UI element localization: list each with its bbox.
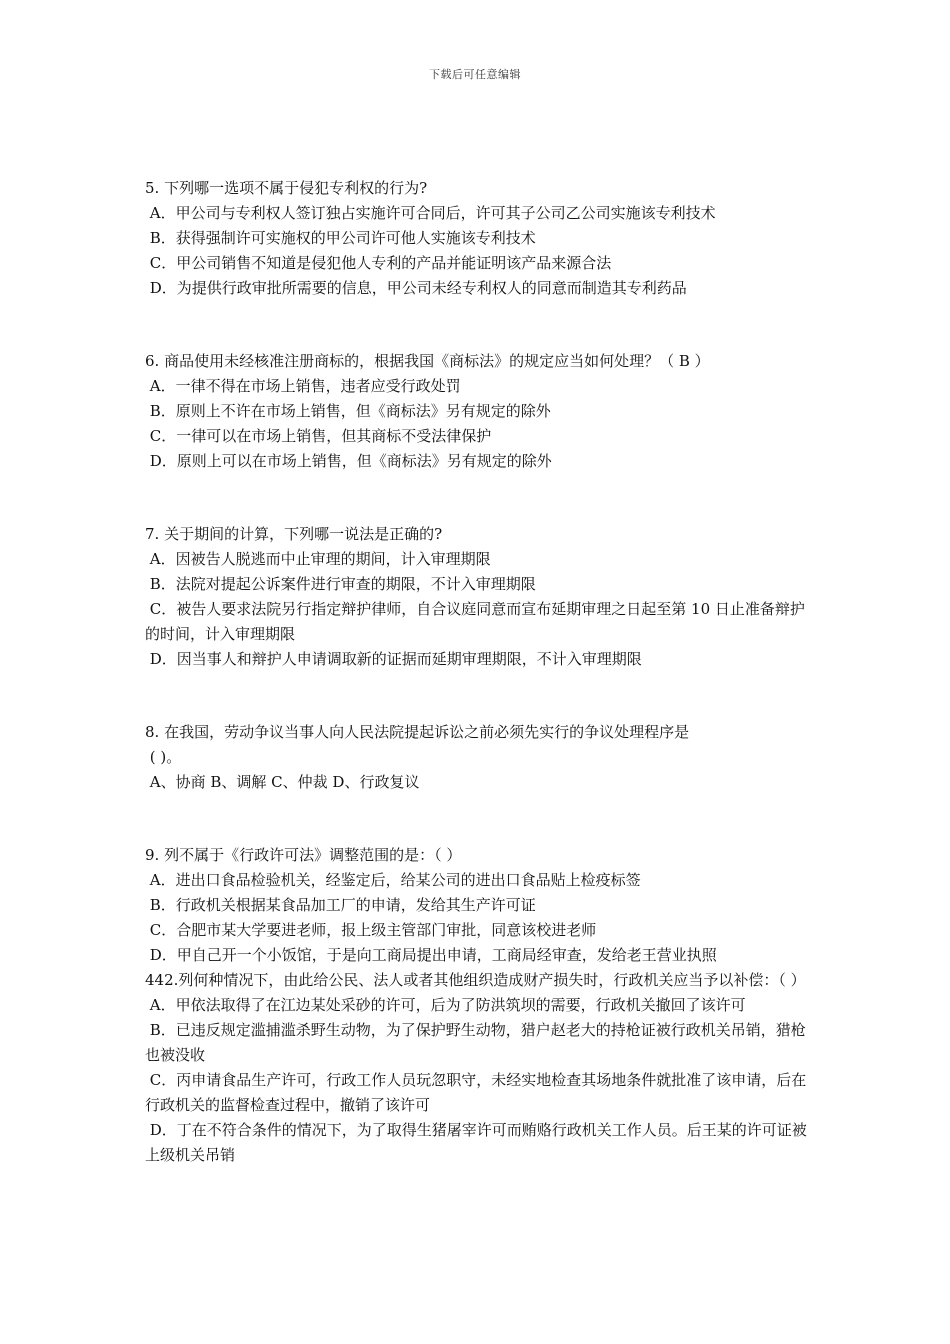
question-stem: 7. 关于期间的计算，下列哪一说法是正确的?: [145, 525, 443, 543]
options-inline: A、协商 B、调解 C、仲裁 D、行政复议: [145, 773, 420, 791]
option-d: D．原则上可以在市场上销售，但《商标法》另有规定的除外: [145, 452, 552, 470]
option-d: D．为提供行政审批所需要的信息，甲公司未经专利权人的同意而制造其专利药品: [145, 279, 687, 297]
option-d: D．甲自己开一个小饭馆，于是向工商局提出申请，工商局经审查，发给老王营业执照: [145, 946, 717, 964]
option-b: B．已违反规定滥捕滥杀野生动物，为了保护野生动物，猎户赵老大的持枪证被行政机关吊销，猎枪也被没收: [145, 1021, 806, 1064]
option-c: C．被告人要求法院另行指定辩护律师，自合议庭同意而宣布延期审理之日起至第 10 日止准备辩护的时间，计入审理期限: [145, 600, 805, 643]
question-stem: 6. 商品使用未经核准注册商标的，根据我国《商标法》的规定应当如何处理？（ B ）: [145, 352, 710, 370]
option-a: A．进出口食品检验机关，经鉴定后，给某公司的进出口食品贴上检疫标签: [145, 871, 641, 889]
question-442-stem: 442.列何种情况下，由此给公民、法人或者其他组织造成财产损失时，行政机关应当予以补偿：（ ）: [145, 971, 806, 989]
question-stem: 8. 在我国，劳动争议当事人向人民法院提起诉讼之前必须先实行的争议处理程序是: [145, 723, 690, 741]
option-a: A．甲公司与专利权人签订独占实施许可合同后，许可其子公司乙公司实施该专利技术: [145, 204, 716, 222]
option-c: C．一律可以在市场上销售，但其商标不受法律保护: [145, 427, 492, 445]
option-c: C．合肥市某大学要进老师，报上级主管部门审批，同意该校进老师: [145, 921, 597, 939]
question-6: [145, 349, 810, 474]
question-stem: 5. 下列哪一选项不属于侵犯专利权的行为?: [145, 179, 428, 197]
option-b: B．法院对提起公诉案件进行审查的期限，不计入审理期限: [145, 575, 536, 593]
question-9: [145, 843, 810, 1168]
option-d: D．因当事人和辩护人申请调取新的证据而延期审理期限，不计入审理期限: [145, 650, 642, 668]
document-body: [145, 176, 810, 1168]
option-a: A．甲依法取得了在江边某处采砂的许可，后为了防洪筑坝的需要，行政机关撤回了该许可: [145, 996, 746, 1014]
option-a: A．一律不得在市场上销售，违者应受行政处罚: [145, 377, 461, 395]
option-b: B．行政机关根据某食品加工厂的申请，发给其生产许可证: [145, 896, 536, 914]
question-stem-continued: ( )。: [145, 748, 182, 766]
question-8: [145, 720, 810, 795]
page-header: 下载后可任意编辑: [429, 68, 521, 81]
option-c: C．丙申请食品生产许可，行政工作人员玩忽职守，未经实地检查其场地条件就批准了该申请，后在行政机关的监督检查过程中，撤销了该许可: [145, 1071, 807, 1114]
option-c: C．甲公司销售不知道是侵犯他人专利的产品并能证明该产品来源合法: [145, 254, 612, 272]
option-d: D．丁在不符合条件的情况下，为了取得生猪屠宰许可而贿赂行政机关工作人员。后王某的许可证被上级机关吊销: [145, 1121, 807, 1164]
option-a: A．因被告人脱逃而中止审理的期间，计入审理期限: [145, 550, 491, 568]
question-5: [145, 176, 810, 301]
question-7: [145, 522, 810, 672]
question-stem: 9. 列不属于《行政许可法》调整范围的是：（ ）: [145, 846, 462, 864]
option-b: B．获得强制许可实施权的甲公司许可他人实施该专利技术: [145, 229, 536, 247]
option-b: B．原则上不许在市场上销售，但《商标法》另有规定的除外: [145, 402, 551, 420]
